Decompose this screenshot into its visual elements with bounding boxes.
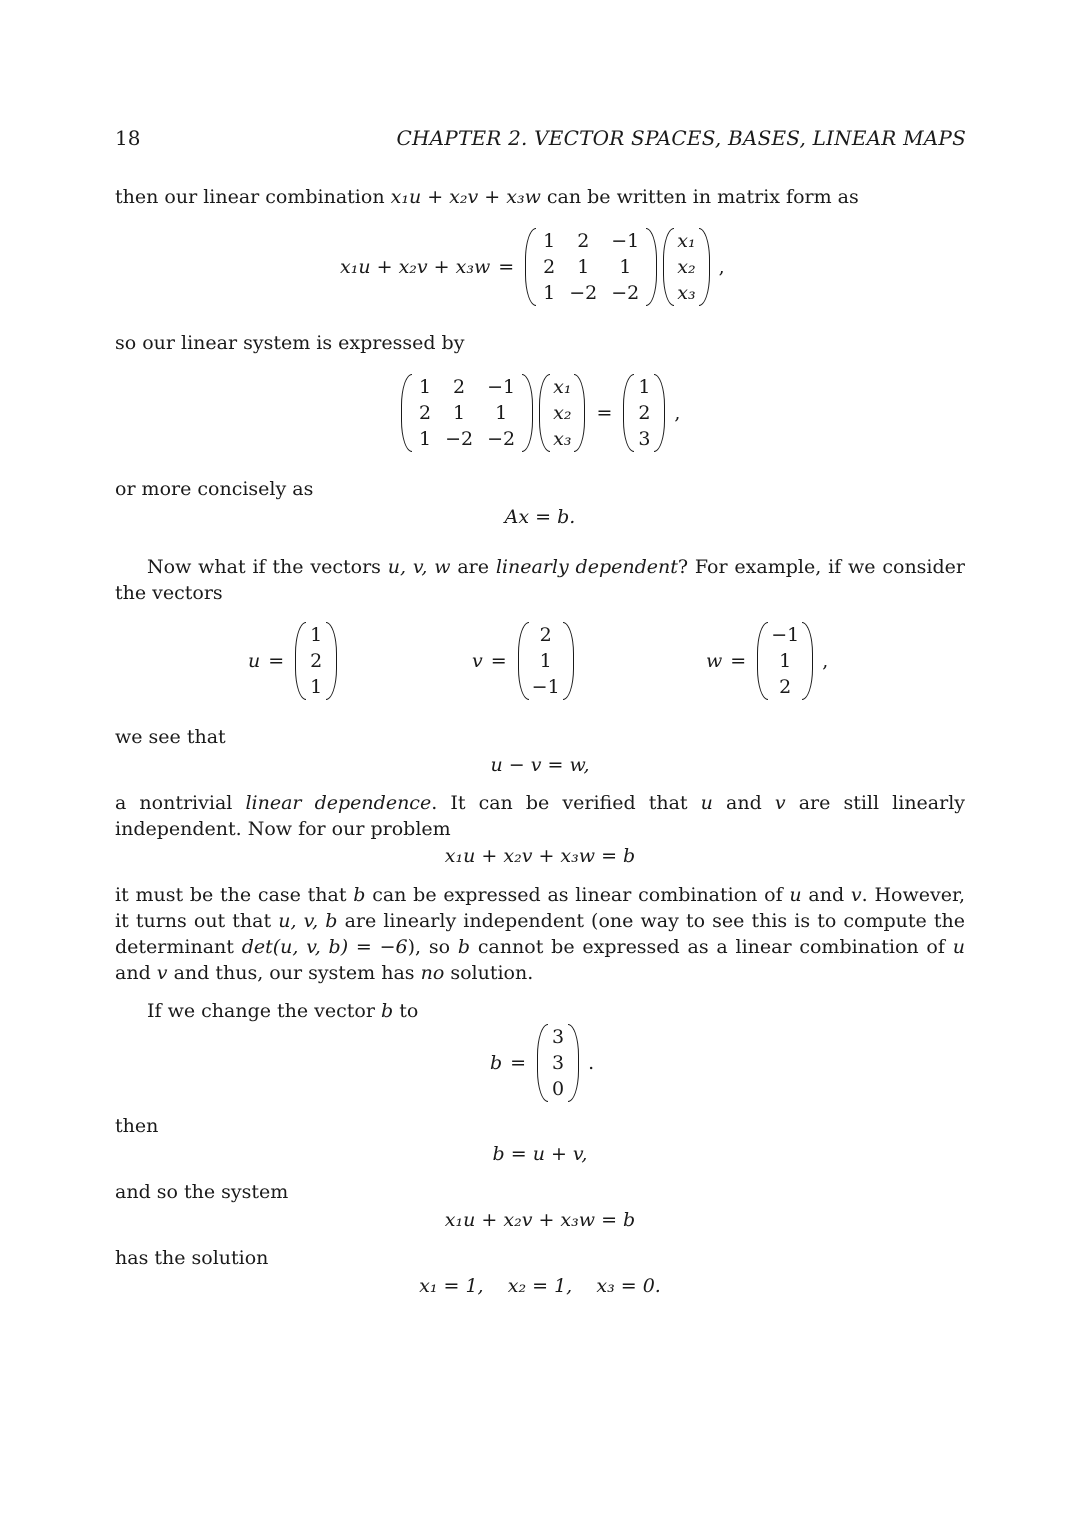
vector-w-definition: w = −1 1 2 ,: [706, 624, 829, 698]
vector-b: 1 2 3: [623, 374, 665, 452]
matrix-A: 1 2 −1 2 1 1 1 −2 −2: [525, 228, 657, 306]
paragraph-2: so our linear system is expressed by: [115, 332, 465, 354]
equation-matrix-form: x₁u + x₂v + x₃w = 1 2 −1 2 1 1 1 −2 −2 x₁ x₂ x₃ ,: [340, 230, 725, 304]
equation-solution: x₁ = 1, x₂ = 1, x₃ = 0.: [419, 1275, 661, 1297]
equation-linear-system: 1 2 −1 2 1 1 1 −2 −2 x₁ x₂ x₃ = 1 2 3 ,: [398, 374, 680, 452]
paragraph-11: has the solution: [115, 1247, 269, 1269]
paragraph-10: and so the system: [115, 1181, 289, 1203]
paragraph-9: then: [115, 1115, 159, 1137]
equation-dependence: u − v = w,: [490, 754, 590, 776]
equation-b-sum: b = u + v,: [492, 1143, 588, 1165]
paragraph-6: a nontrivial linear dependence. It can be verified that u and v are still linearly independent. Now for our problem: [115, 792, 966, 840]
vector-v-definition: v = 2 1 −1: [472, 622, 577, 700]
equation-ax-b: Ax = b.: [504, 506, 576, 528]
matrix-A: 1 2 −1 2 1 1 1 −2 −2: [401, 374, 533, 452]
vector-b-new: b = 3 3 0 .: [490, 1026, 595, 1100]
vector-x: x₁ x₂ x₃: [663, 228, 709, 306]
vector-u-definition: u = 1 2 1: [248, 622, 340, 700]
equation-system-1: x₁u + x₂v + x₃w = b: [444, 845, 636, 867]
chapter-title: CHAPTER 2. VECTOR SPACES, BASES, LINEAR MAPS: [396, 126, 966, 150]
paragraph-4: Now what if the vectors u, v, w are linearly dependent? For example, if we consider the vectors: [115, 556, 965, 604]
paragraph-3: or more concisely as: [115, 478, 314, 500]
vector-x: x₁ x₂ x₃: [539, 374, 585, 452]
paragraph-1: then our linear combination x₁u + x₂v + x₃w can be written in matrix form as: [115, 186, 859, 208]
paragraph-8: If we change the vector b to: [147, 1000, 419, 1022]
equation-system-2: x₁u + x₂v + x₃w = b: [444, 1209, 636, 1231]
page-number: 18: [115, 126, 141, 150]
paragraph-5: we see that: [115, 726, 226, 748]
paragraph-7: it must be the case that b can be expressed as linear combination of u and v. However, it turns out that u, v, b are linearly independent (one way to see this is to compute the determinant det(u, v, b) = −6), so b cannot be expressed as a linear combination of u and v and thus, our system has no solution.: [115, 884, 966, 984]
